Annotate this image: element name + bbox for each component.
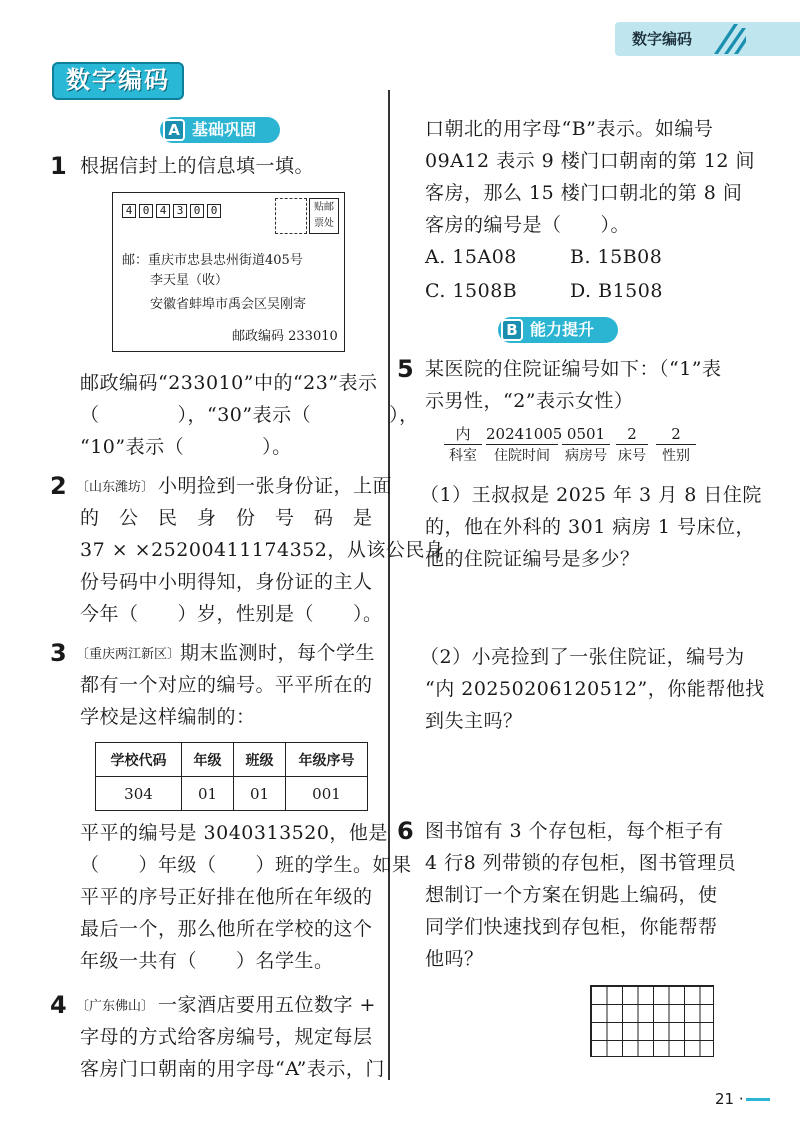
q5-line1: 某医院的住院证编号如下：（“1”表 <box>425 358 722 380</box>
table-cell: 304 <box>96 777 182 811</box>
table-header-cell: 班级 <box>234 743 286 777</box>
code-segment: 20241005 <box>486 425 563 443</box>
q6-line5: 他吗？ <box>425 948 484 970</box>
stamp-label-line2: 票处 <box>314 218 334 229</box>
table-header-row <box>96 743 368 777</box>
table-cell: 001 <box>286 777 368 811</box>
header-stripes-icon <box>708 20 748 56</box>
q1-line2: （ ），“30”表示（ ）， <box>80 404 419 426</box>
q1-stem: 根据信封上的信息填一填。 <box>80 155 315 177</box>
q3-line5: （ ）年级（ ）班的学生。如果 <box>80 854 412 876</box>
recipient-address: 邮：重庆市忠县忠州街道405号 <box>122 253 303 268</box>
q6-line2: 4 行8 列带锁的存包柜，图书管理员 <box>425 852 737 874</box>
q4-option-a[interactable]: A. 15A08 <box>425 246 517 268</box>
q2-line1: 小明捡到一张身份证，上面 <box>158 475 393 497</box>
q4-line1: 一家酒店要用五位数字 + <box>158 994 376 1016</box>
q2-line4: 份号码中小明得知，身份证的主人 <box>80 571 373 593</box>
q5-part2-line2: “内 20250206120512”，你能帮他找 <box>425 678 765 700</box>
page-number-accent <box>746 1098 770 1101</box>
stamp-label-line1: 贴邮 <box>314 202 334 213</box>
q2-line2: 的 公 民 身 份 号 码 是 <box>80 507 373 529</box>
sender-address: 安徽省蚌埠市禹会区吴刚寄 <box>150 297 307 312</box>
q3-line3: 学校是这样编制的： <box>80 706 256 728</box>
q3-tag: 〔重庆两江新区〕 <box>76 647 181 662</box>
code-segment: 2 <box>656 424 696 445</box>
q5-part1-line3: 他的住院证编号是多少？ <box>425 548 640 570</box>
q1-line1: 邮政编码“233010”中的“23”表示 <box>80 372 378 394</box>
code-segment: 2 <box>616 424 648 445</box>
q6-line3: 想制订一个方案在钥匙上编码，使 <box>425 884 718 906</box>
code-segment-label: 病房号 <box>565 448 607 464</box>
q4-line2: 字母的方式给客房编号，规定每层 <box>80 1026 373 1048</box>
q5-part2-line3: 到失主吗？ <box>425 710 523 732</box>
q2-line3: 37 × ×25200411174352，从该公民身 <box>80 539 445 561</box>
q6-line4: 同学们快速找到存包柜，你能帮帮 <box>425 916 718 938</box>
header-section-label: 数字编码 <box>632 30 693 48</box>
section-a-label: 基础巩固 <box>192 120 257 139</box>
code-segment: 内 <box>444 424 482 445</box>
q4-line6: 客房，那么 15 楼门口朝北的第 8 间 <box>425 182 743 204</box>
stamp-label <box>309 198 339 234</box>
code-segment-label: 性别 <box>662 448 690 464</box>
q1-line3: “10”表示（ ）。 <box>80 436 292 458</box>
zip-box: 3 <box>173 204 187 218</box>
recipient-name: 李天星（收） <box>150 273 229 288</box>
q4-option-c[interactable]: C. 1508B <box>425 280 518 302</box>
zip-box: 4 <box>156 204 170 218</box>
table-cell: 01 <box>234 777 286 811</box>
table-header-cell: 年级序号 <box>286 743 368 777</box>
q6-number: 6 <box>397 817 414 845</box>
q4-tag: 〔广东佛山〕 <box>76 999 155 1014</box>
q3-line4: 平平的编号是 3040313520，他是 <box>80 822 388 844</box>
section-b-label: 能力提升 <box>530 320 595 339</box>
q4-line4: 口朝北的用字母“B”表示。如编号 <box>425 118 714 140</box>
section-b-letter: B <box>501 319 523 341</box>
locker-grid <box>590 985 714 1057</box>
q4-number: 4 <box>50 991 67 1019</box>
q2-number: 2 <box>50 472 67 500</box>
table-cell: 01 <box>182 777 234 811</box>
q5-part1-line2: 的，他在外科的 301 病房 1 号床位， <box>425 516 756 538</box>
q2-tag: 〔山东潍坊〕 <box>76 480 155 495</box>
q3-number: 3 <box>50 639 67 667</box>
q4-line5: 09A12 表示 9 楼门口朝南的第 12 间 <box>425 150 756 172</box>
page-number: 21 · <box>715 1090 744 1108</box>
q5-part2-line1: （2）小亮捡到了一张住院证，编号为 <box>420 646 745 668</box>
school-code-table <box>95 742 368 811</box>
q3-line7: 最后一个，那么他所在学校的这个 <box>80 918 373 940</box>
section-a-letter: A <box>163 119 185 141</box>
q3-line6: 平平的序号正好排在他所在年级的 <box>80 886 373 908</box>
q3-line8: 年级一共有（ ）名学生。 <box>80 950 334 972</box>
code-segment: 0501 <box>562 424 610 445</box>
table-row <box>96 777 368 811</box>
q2-line5: 今年（ ）岁，性别是（ ）。 <box>80 603 383 625</box>
q4-option-b[interactable]: B. 15B08 <box>570 246 663 268</box>
q4-line3: 客房门口朝南的用字母“A”表示，门 <box>80 1058 385 1080</box>
q4-line7: 客房的编号是（ ）。 <box>425 214 631 236</box>
zip-box: 4 <box>122 204 136 218</box>
q5-line2: 示男性，“2”表示女性） <box>425 390 634 412</box>
q6-line1: 图书馆有 3 个存包柜，每个柜子有 <box>425 820 724 842</box>
sender-zip: 邮政编码 233010 <box>232 329 338 344</box>
q3-line1: 期末监测时，每个学生 <box>180 642 376 664</box>
code-segment-label: 住院时间 <box>494 448 550 464</box>
code-segment-label: 床号 <box>618 448 646 464</box>
code-segment-label: 科室 <box>449 448 477 464</box>
stamp-area <box>275 198 307 234</box>
q5-part1-line1: （1）王叔叔是 2025 年 3 月 8 日住院 <box>420 484 762 506</box>
q4-option-d[interactable]: D. B1508 <box>570 280 663 302</box>
zip-box: 0 <box>207 204 221 218</box>
table-header-cell: 年级 <box>182 743 234 777</box>
zip-box: 0 <box>139 204 153 218</box>
page-title: 数字编码 <box>66 66 170 94</box>
column-divider <box>388 90 390 1080</box>
q3-line2: 都有一个对应的编号。平平所在的 <box>80 674 373 696</box>
q5-number: 5 <box>397 355 414 383</box>
q1-number: 1 <box>50 152 67 180</box>
table-header-cell: 学校代码 <box>96 743 182 777</box>
zip-box: 0 <box>190 204 204 218</box>
